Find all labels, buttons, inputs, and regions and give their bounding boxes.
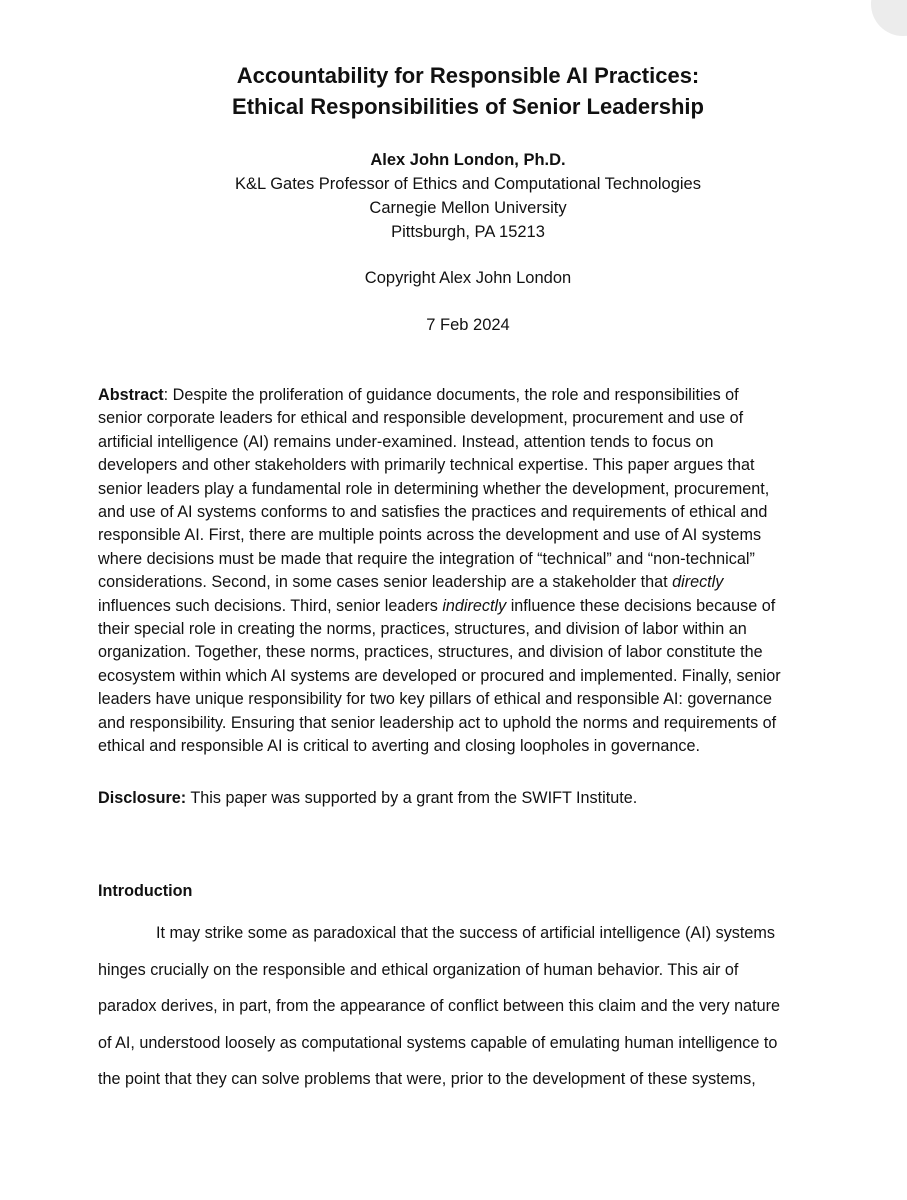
abstract-line: organization. Together, these norms, practices, structures, and division of labor constitute the <box>98 643 763 662</box>
abstract-text: influences such decisions. Third, senior leaders <box>98 596 443 615</box>
disclosure <box>98 787 838 810</box>
abstract-label: Abstract <box>98 386 164 404</box>
emphasis-directly: directly <box>672 573 724 592</box>
author-institution: Carnegie Mellon University <box>369 199 567 217</box>
copyright-notice: Copyright Alex John London <box>364 269 572 287</box>
abstract-line <box>98 595 842 618</box>
abstract-line: senior leaders play a fundamental role in determining whether the development, procurement, <box>98 479 770 498</box>
abstract-text: influence these decisions because of <box>506 596 776 615</box>
abstract-line: artificial intelligence (AI) remains under-examined. Instead, attention tends to focus on <box>98 432 714 451</box>
abstract-line <box>98 384 842 407</box>
author-position: K&L Gates Professor of Ethics and Computational Technologies <box>235 175 701 193</box>
abstract-line: responsible AI. First, there are multiple points across the development and use of AI systems <box>98 526 762 545</box>
publication-date: 7 Feb 2024 <box>426 316 510 334</box>
introduction-body <box>98 915 842 1098</box>
author-block <box>98 148 838 244</box>
abstract-line: where decisions must be made that require the integration of “technical” and “non-technical” <box>98 549 755 568</box>
section-heading-introduction: Introduction <box>98 882 193 900</box>
abstract-line: and use of AI systems conforms to and satisfies the practices and requirements of ethical and <box>98 503 768 522</box>
abstract <box>98 384 842 759</box>
body-line: hinges crucially on the responsible and ethical organization of human behavior. This air of <box>98 960 739 979</box>
page-corner-shadow <box>871 0 907 36</box>
paper-title <box>98 60 838 122</box>
abstract-line: their special role in creating the norms, practices, structures, and division of labor within an <box>98 620 747 639</box>
abstract-text: : Despite the proliferation of guidance documents, the role and responsibilities of <box>163 386 739 404</box>
title-line-2: Ethical Responsibilities of Senior Leadership <box>232 94 704 119</box>
author-name: Alex John London, Ph.D. <box>370 151 566 169</box>
abstract-line <box>98 571 842 594</box>
title-line-1: Accountability for Responsible AI Practices: <box>236 63 700 88</box>
body-line: It may strike some as paradoxical that the success of artificial intelligence (AI) systems <box>156 924 775 942</box>
abstract-line: senior corporate leaders for ethical and responsible development, procurement and use of <box>98 409 744 428</box>
disclosure-label: Disclosure: <box>98 789 187 807</box>
body-line: the point that they can solve problems that were, prior to the development of these systems, <box>98 1070 756 1088</box>
abstract-line: ethical and responsible AI is critical to averting and closing loopholes in governance. <box>98 737 700 756</box>
emphasis-indirectly: indirectly <box>442 596 507 615</box>
abstract-text: considerations. Second, in some cases senior leadership are a stakeholder that <box>98 573 673 592</box>
author-location: Pittsburgh, PA 15213 <box>391 223 545 241</box>
body-line: paradox derives, in part, from the appearance of conflict between this claim and the very nature <box>98 997 781 1015</box>
disclosure-text: This paper was supported by a grant from the SWIFT Institute. <box>186 789 638 807</box>
abstract-line: ecosystem within which AI systems are developed or procured and implemented. Finally, senior <box>98 666 781 685</box>
body-line: of AI, understood loosely as computational systems capable of emulating human intelligence to <box>98 1033 778 1052</box>
abstract-line: developers and other stakeholders with primarily technical expertise. This paper argues that <box>98 456 755 475</box>
abstract-line: leaders have unique responsibility for two key pillars of ethical and responsible AI: governance <box>98 690 772 709</box>
abstract-line: and responsibility. Ensuring that senior leadership act to uphold the norms and requirements of <box>98 713 777 732</box>
